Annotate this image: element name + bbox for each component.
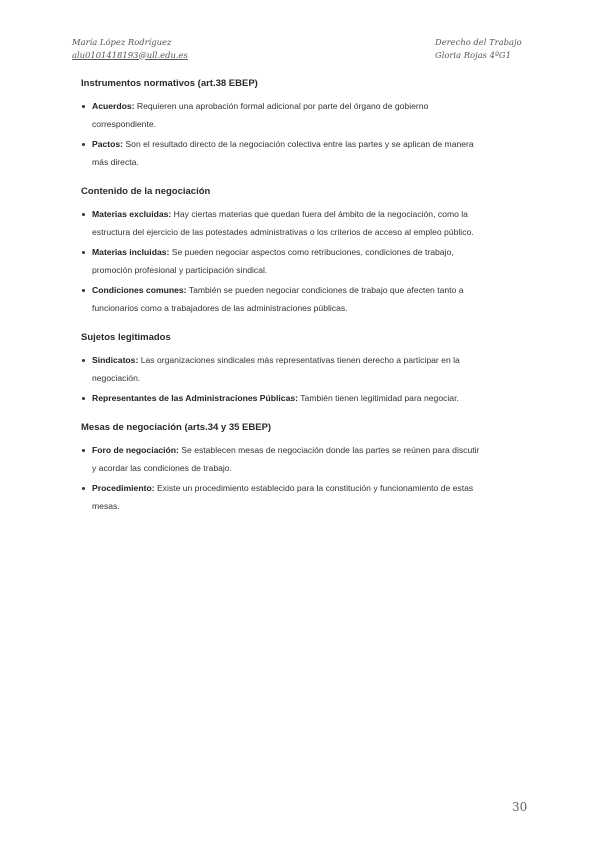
- section-contenido: [81, 185, 481, 317]
- page-number: 30: [512, 800, 528, 814]
- bullet-list: [81, 441, 481, 515]
- list-item: [81, 135, 481, 171]
- item-term: Condiciones comunes:: [92, 285, 187, 295]
- item-text: Son el resultado directo de la negociación colectiva entre las partes y se aplican de manera más directa.: [92, 139, 474, 167]
- item-term: Foro de negociación:: [92, 445, 179, 455]
- header-right: [435, 36, 522, 61]
- section-title: Contenido de la negociación: [81, 186, 211, 197]
- item-text: También tienen legitimidad para negociar.: [298, 393, 459, 403]
- section-title: Instrumentos normativos (art.38 EBEP): [81, 78, 258, 89]
- section-title: Mesas de negociación (arts.34 y 35 EBEP): [81, 422, 272, 433]
- item-term: Pactos:: [92, 139, 124, 149]
- document-body: [81, 77, 481, 529]
- item-text: Existe un procedimiento establecido para la constitución y funcionamiento de estas mesas.: [92, 483, 474, 511]
- author-name: María López Rodríguez: [72, 37, 172, 47]
- section-sujetos: [81, 331, 481, 407]
- item-text: Requieren una aprobación formal adicional por parte del órgano de gobierno correspondiente.: [92, 101, 429, 129]
- list-item: [81, 281, 481, 317]
- list-item: [81, 243, 481, 279]
- item-term: Acuerdos:: [92, 101, 135, 111]
- item-text: Hay ciertas materias que quedan fuera del ámbito de la negociación, como la estructura del ejercicio de las potestades administrativas o los criterios de acceso al empleo público.: [92, 209, 474, 237]
- item-term: Materias excluidas:: [92, 209, 172, 219]
- list-item: [81, 479, 481, 515]
- section-instrumentos: [81, 77, 481, 171]
- bullet-list: [81, 351, 481, 407]
- subject-name: Derecho del Trabajo: [435, 37, 522, 47]
- item-term: Representantes de las Administraciones Públicas:: [92, 393, 299, 403]
- list-item: [81, 351, 481, 387]
- item-term: Materias incluidas:: [92, 247, 170, 257]
- bullet-list: [81, 97, 481, 171]
- item-term: Procedimiento:: [92, 483, 155, 493]
- section-mesas: [81, 421, 481, 515]
- section-title: Sujetos legitimados: [81, 332, 171, 343]
- bullet-list: [81, 205, 481, 317]
- item-text: Se establecen mesas de negociación donde las partes se reúnen para discutir y acordar las condiciones de trabajo.: [92, 445, 480, 473]
- item-text: Se pueden negociar aspectos como retribuciones, condiciones de trabajo, promoción profesional y participación sindical.: [92, 247, 454, 275]
- list-item: [81, 205, 481, 241]
- item-term: Sindicatos:: [92, 355, 139, 365]
- list-item: [81, 441, 481, 477]
- author-email[interactable]: alu0101418193@ull.edu.es: [72, 49, 188, 60]
- item-text: También se pueden negociar condiciones de trabajo que afecten tanto a funcionarios como a trabajadores de las administraciones públicas.: [92, 285, 464, 313]
- list-item: [81, 389, 481, 407]
- group-name: Gloria Rojas 4ºG1: [435, 49, 511, 60]
- list-item: [81, 97, 481, 133]
- item-text: Las organizaciones sindicales más representativas tienen derecho a participar en la negociación.: [92, 355, 460, 383]
- header-left: [72, 36, 188, 61]
